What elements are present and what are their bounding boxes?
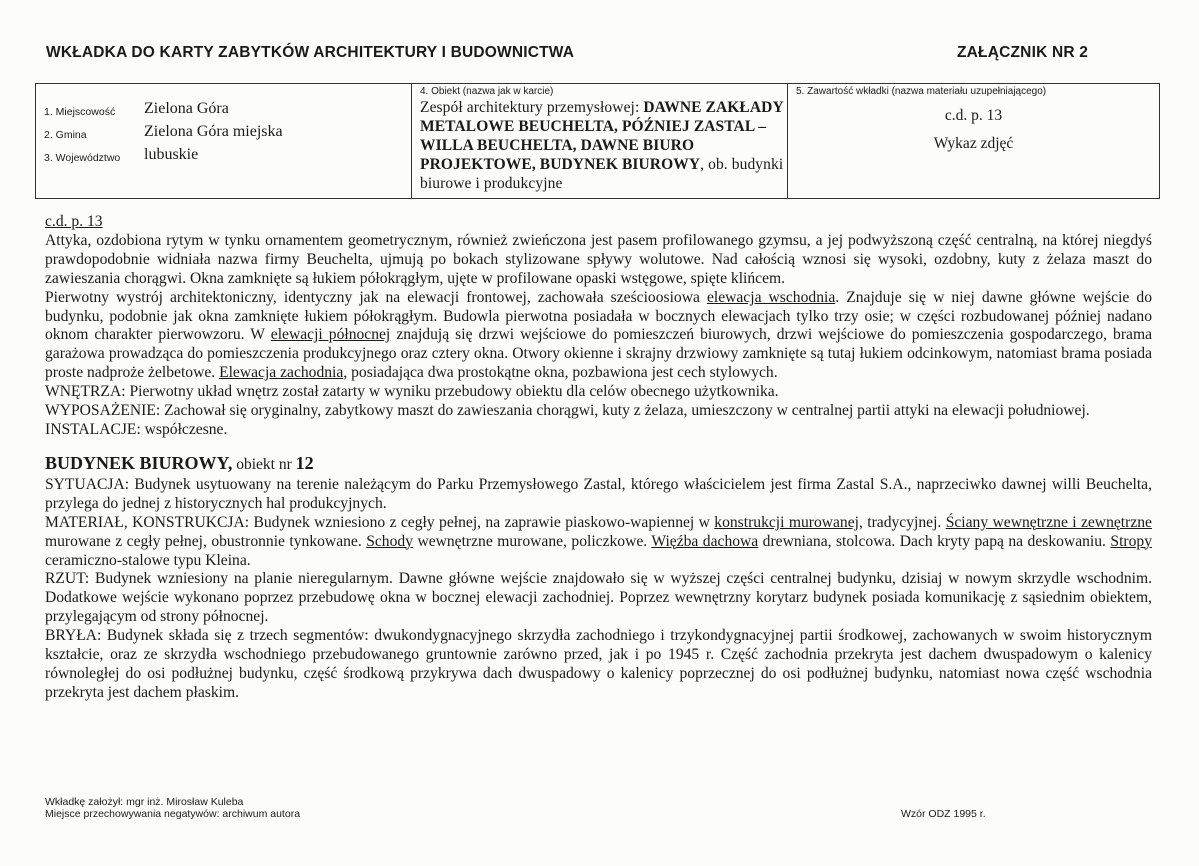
object-prefix: Zespół architektury przemysłowej:: [420, 99, 644, 116]
continuation-label: c.d. p. 13: [45, 213, 103, 230]
object-label: 4. Obiekt (nazwa jak w karcie): [420, 86, 554, 97]
paragraph: [45, 570, 1152, 627]
field-value: Zielona Góra: [144, 100, 229, 117]
text-segment: MATERIAŁ, KONSTRUKCJA: Budynek wzniesiono z cegły pełnej, na zaprawie piaskowo-wapiennej w: [45, 513, 715, 531]
field-label: 2. Gmina: [44, 129, 87, 141]
paragraph: [45, 514, 1152, 571]
object-bold: DAWNE ZAKŁADY METALOWE BEUCHELTA, PÓŹNIEJ ZASTAL – WILLA BEUCHELTA, DAWNE BIURO PROJEKTOWE, BUDYNEK BIUROWY: [420, 99, 784, 173]
text-segment: . Znajduje się w niej dawne główne wejście do budynku, podobnie jak okna zamknięte łukiem półokrągłym. Budowla pierwotna posiadała w bocznych elewacjach tylko trzy osie; w części rozbudowanej później nadano oknom charakter pierwowzoru. W: [45, 288, 1152, 344]
footer-author: Wkładkę założył: mgr inż. Mirosław Kuleba: [45, 796, 244, 808]
field-value: lubuskie: [144, 146, 199, 163]
section-number: 12: [295, 452, 314, 473]
paragraph: [45, 289, 1152, 384]
text-segment: INSTALACJE: współczesne.: [45, 420, 228, 438]
paragraph: [45, 627, 1152, 703]
underlined-term: elewacji północnej: [270, 326, 391, 344]
text-segment: , tradycyjnej.: [858, 513, 946, 531]
paragraphs-part1: [45, 232, 1152, 440]
text-segment: znajdują się drzwi wejściowe do pomieszczeń biurowych, drzwi wejściowe do pomieszczenia gospodarczego, brama garażowa prowadząca do pomieszczenia produkcyjnego oraz cztery okna. Otwory okienne i skrajny drzwiowy zamknięte są tutaj łukiem odcinkowym, natomiast brama posiada proste nadproże żelbetowe.: [45, 326, 1153, 382]
field-commune: [36, 122, 411, 145]
field-value: Zielona Góra miejska: [144, 123, 283, 140]
document-title: WKŁADKA DO KARTY ZABYTKÓW ARCHITEKTURY I BUDOWNICTWA: [46, 44, 575, 61]
underlined-term: elewacja wschodnia: [706, 288, 836, 306]
paragraph: [45, 421, 1152, 440]
content-line1: c.d. p. 13: [944, 107, 1003, 124]
text-segment: Pierwotny wystrój architektoniczny, identyczny jak na elewacji frontowej, zachowała sześcioosiowa: [45, 288, 707, 306]
location-cell: [36, 84, 412, 199]
object-name: [412, 98, 787, 193]
footer-negatives: Miejsce przechowywania negatywów: archiwum autora: [45, 808, 301, 820]
paragraphs-part2: [45, 476, 1152, 703]
section-heading: [45, 452, 1152, 476]
underlined-term: Elewacja zachodnia: [219, 364, 344, 382]
info-table: [35, 83, 1160, 199]
text-segment: WNĘTRZA: Pierwotny układ wnętrz został zatarty w wyniku przebudowy obiektu dla celów obecnego użytkownika.: [45, 383, 779, 401]
underlined-term: Więźba dachowa: [651, 532, 759, 550]
underlined-term: Ściany wewnętrzne i zewnętrzne: [945, 513, 1152, 531]
text-segment: ceramiczno-stalowe typu Kleina.: [45, 551, 251, 569]
text-segment: drewniana, stolcowa. Dach kryty papą na deskowaniu.: [758, 532, 1111, 550]
field-voivodeship: [36, 145, 411, 168]
content-cell: [788, 84, 1160, 199]
content-label: 5. Zawartość wkładki (nazwa materiału uzupełniającego): [796, 86, 1047, 97]
text-segment: BRYŁA: Budynek składa się z trzech segmentów: dwukondygnacyjnego skrzydła zachodniego i trzykondygnacyjnej partii środkowej, zachowanych w swoim historycznym kształcie, oraz ze skrzydła wschodniego przebudowanego gruntownie zarówno przed, jak i po 1945 r. Część zachodnia przekryta jest dachem dwuspadowym o kalenicy równoległej do osi podłużnej budynku, część środkową przykrywa dach dwuspadowy o kalenicy poprzecznej do osi podłużnej budynku, natomiast nowa część wschodnia przekryta jest dachem płaskim.: [45, 627, 1152, 701]
underlined-term: konstrukcji murowanej: [714, 513, 859, 531]
section-sub: obiekt nr: [232, 455, 296, 473]
annex-number: ZAŁĄCZNIK NR 2: [957, 44, 1089, 61]
field-label: 1. Miejscowość: [44, 106, 116, 118]
text-segment: , posiadająca dwa prostokątne okna, pozbawiona jest cech stylowych.: [343, 364, 778, 382]
text-segment: murowane z cegły pełnej, obustronnie tynkowane.: [45, 532, 367, 550]
object-cell: [412, 84, 788, 199]
field-label: 3. Województwo: [44, 152, 121, 164]
object-suffix: , ob. budynki biurowe i produkcyjne: [420, 156, 784, 192]
paragraph: [45, 232, 1152, 289]
paragraph: [45, 476, 1152, 514]
field-locality: [36, 99, 411, 122]
footer-template: Wzór ODZ 1995 r.: [901, 808, 986, 820]
paragraph: [45, 402, 1152, 421]
text-segment: SYTUACJA: Budynek usytuowany na terenie należącym do Parku Przemysłowego Zastal, którego właścicielem jest firma Zastal S.A., naprzeciwko dawnej willi Beuchelta, przylega do jednej z historycznych hal produkcyjnych.: [45, 475, 1152, 512]
paragraph: [45, 383, 1152, 402]
underlined-term: Stropy: [1110, 532, 1152, 550]
text-segment: Attyka, ozdobiona rytym w tynku ornamentem geometrycznym, również zwieńczona jest pasem profilowanego gzymsu, a jej podwyższoną część centralną, na której niegdyś prawdopodobnie widniała nazwa firmy Beuchelta, ujmują po bokach stylizowane spływy wolutowe. Nad całością wznosi się wysoki, ozdobny, kuty z żelaza maszt do zawieszania chorągwi. Okna zamknięte są łukiem półokrągłym, ujęte w profilowane opaski wstęgowe, spięte klińcem.: [45, 231, 1152, 287]
underlined-term: Schody: [366, 532, 413, 550]
section-title: BUDYNEK BIUROWY,: [45, 452, 233, 473]
text-segment: RZUT: Budynek wzniesiony na planie nieregularnym. Dawne główne wejście znajdowało się w wyższej części centralnej budynku, dzisiaj w nowym skrzydle wschodnim. Dodatkowe wejście wykonano poprzez przebudowę okna w bocznej elewacji zachodniej. Poprzez wewnętrzny korytarz budynek posiada komunikację z sąsiednim obiektem, przylegającym od strony północnej.: [45, 570, 1152, 626]
text-segment: WYPOSAŻENIE: Zachował się oryginalny, zabytkowy maszt do zawieszania chorągwi, kuty z żelaza, umieszczony w centralnej partii attyki na elewacji południowej.: [45, 402, 1090, 420]
content-line2: Wykaz zdjęć: [933, 135, 1014, 152]
text-segment: wewnętrzne murowane, policzkowe.: [412, 532, 652, 550]
document-body: [45, 213, 1152, 703]
